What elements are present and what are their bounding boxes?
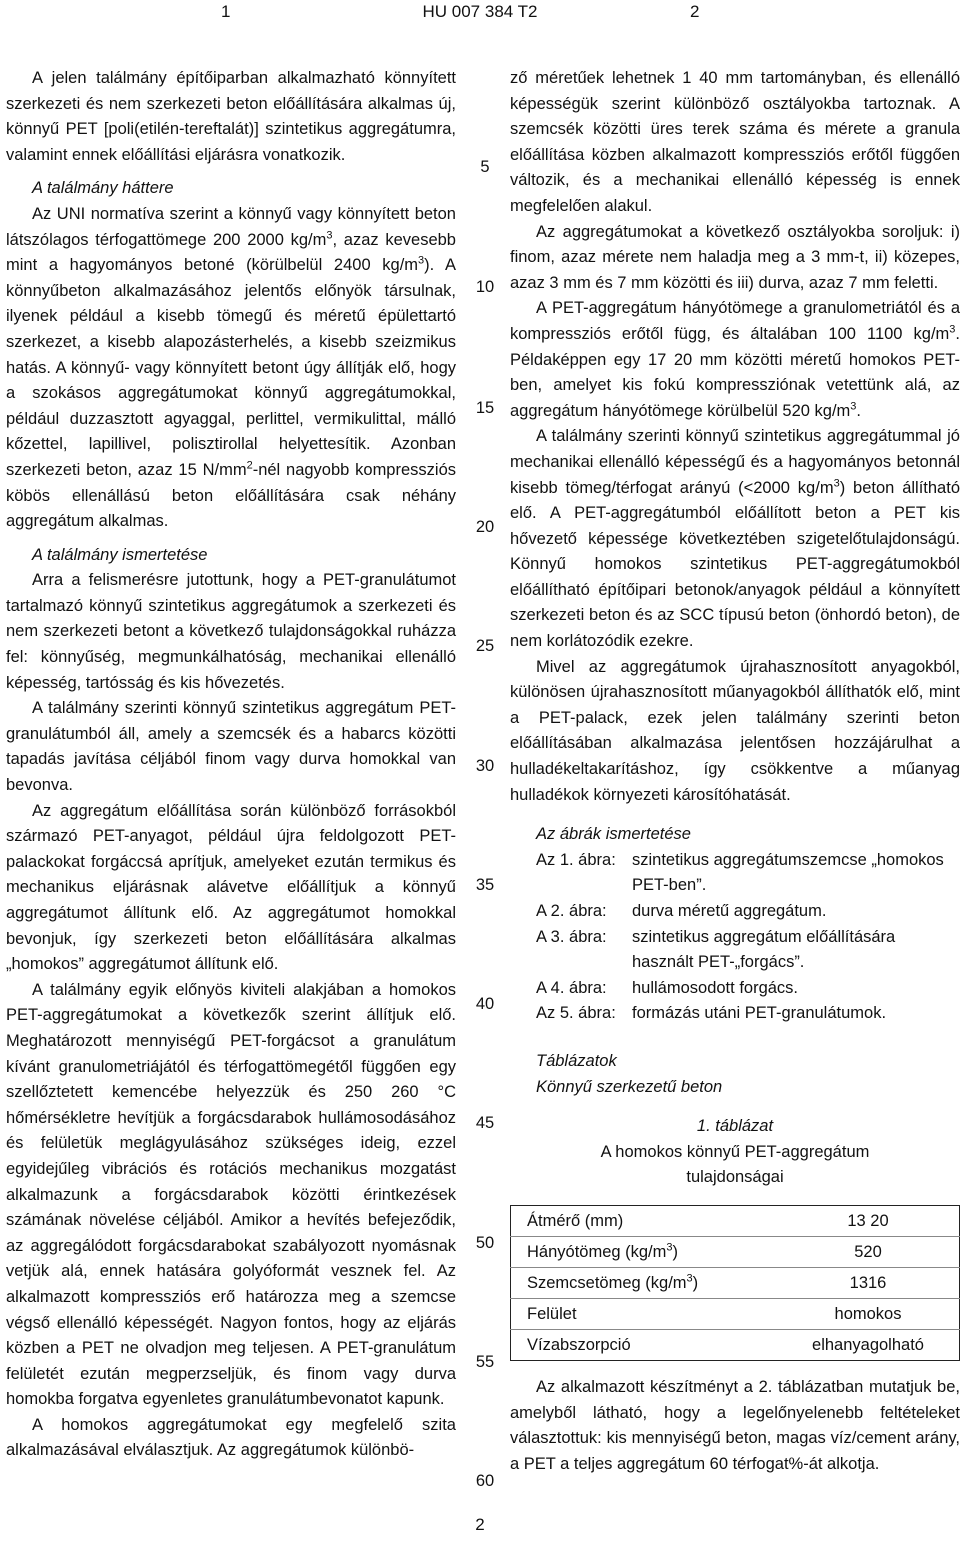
disclosure-paragraph: A találmány szerinti könnyű szintetikus aggregátum PET-granulátumból áll, amely a szemcsék és a habarcs közötti tapadás javítása céljából finom vagy durva homokkal van bevonva.: [6, 699, 456, 795]
heading-figures: Az ábrák ismertetése: [536, 825, 691, 844]
disclosure-paragraph: A találmány egyik előnyös kiviteli alakjában a homokos PET-aggregátumokat a következők szerint állítjuk elő. Meghatározott mennyiségű PET-forgácsot a granulátum kívánt granulometriájától és térfogattömegétől függően egy szellőztetett kemencébe helyezzük és 250 260 °C hőmérsékletre hevítjük a forgácsdarabok hullámosodásához és felületük meglágyulásához szükséges ideig, ezzel egyidejűleg vibrációs és rotációs mechanikus mozgatást alkalmazunk a forgácsdarabok közötti érintkezések számának növelése céljából. Amikor a hevítés befejeződik, az aggregálódott forgácsdarabokat szabályozott nyomásnak vetjük alá, ennek hatására golyóformát vesznek fel. Az alkalmazott kompressziós erő határozza meg a szemcse végső ellenálló képességét. Nagyon fontos, hogy az eljárás közben a PET ne olvadjon meg teljesen. A PET-granulátum felületét ezután megperzseljük, és finom vagy durva homokba forgatva egyenletes granulátumbevonatot kapunk.: [6, 980, 456, 1409]
table-cell-label: Átmérő (mm): [527, 1211, 624, 1230]
heading-disclosure: A találmány ismertetése: [32, 545, 208, 564]
table-cell-value: 520: [777, 1236, 960, 1267]
continuation-paragraph: ző méretűek lehetnek 1 40 mm tartományban, és ellenálló képességük szerint különböző osztályokba tartoznak. A szemcsék közötti üres terek száma és mérete a granula előállítása közben alkalmazott kompressziós erőtől függően változik, és a mechanikai ellenálló képesség is ennek megfelelően alakul.: [510, 69, 960, 215]
properties-table: [510, 1205, 960, 1361]
line-number: 30: [475, 757, 495, 775]
right-column: [510, 66, 960, 1477]
table-row: [511, 1329, 960, 1360]
body-paragraph: Az aggregátumokat a következő osztályokba soroljuk: i) finom, azaz mérete nem haladja meg a 3 mm-t, ii) közepes, azaz 3 mm és 7 mm közötti és iii) durva, azaz 7 mm feletti.: [510, 222, 960, 292]
heading-tables: Táblázatok: [536, 1051, 617, 1070]
figure-item: [536, 1001, 960, 1027]
table-row: [511, 1236, 960, 1267]
line-number: 50: [475, 1234, 495, 1252]
line-number: 25: [475, 637, 495, 655]
figure-label: A 4. ábra:: [536, 978, 607, 997]
table-title: A homokos könnyű PET-aggregátum: [600, 1142, 870, 1161]
table-cell-value: 1316: [777, 1267, 960, 1298]
table-number: 1. táblázat: [696, 1117, 774, 1136]
figure-description: formázás utáni PET-granulátumok.: [632, 1004, 887, 1023]
background-paragraph: Az UNI normatíva szerint a könnyű vagy könnyített beton látszólagos térfogattömege 200 2000 $kg/m^3$, azaz kevesebb mint a hagyományos betoné (körülbelül 2400 $kg/m^3$). A könnyűbeton alkalmazásához jelentős előnyök társulnak, ilyenek például a kisebb tömegű és méretű épülettartó szerkezet, a kisebb alapozásterhelés, a kisebb szeizmikus hatás. A könnyű- vagy könnyített betont úgy állítják elő, hogy a szokásos aggregátumokat könnyű aggregátumokkal, például duzzasztott agyaggal, perlittel, vermikulittal, málló kőzettel, lapillivel, polisztirollal helyettesítik. Azonban szerkezeti beton, azaz 15 $N/mm^2$-nél nagyobb kompressziós köbös ellenállású beton előállítására csak néhány aggregátum alkalmas.: [6, 204, 456, 531]
table-cell-label: Hányótömeg $(kg/m^3)$: [511, 1236, 778, 1267]
table-cell-value: homokos: [777, 1298, 960, 1329]
figure-description: szintetikus aggregátumszemcse „homokos PET-ben”.: [632, 850, 944, 895]
figure-item: [536, 899, 960, 925]
figure-description: hullámosodott forgács.: [632, 978, 799, 997]
table-title-cont: tulajdonságai: [686, 1168, 784, 1187]
header-right-column-number: 2: [690, 2, 700, 21]
table-row: [511, 1205, 960, 1236]
line-number: 60: [475, 1472, 495, 1490]
figure-description: durva méretű aggregátum.: [632, 902, 827, 920]
body-paragraph: A PET-aggregátum hányótömege a granulometriától és a kompressziós erőtől függ, és általában 100 1100 $kg/m^3$. Példaképpen egy 17 20 mm közötti méretű homokos PET-ben, amelyet kis fokú kompressziónak vetettünk alá, az aggregátum hányótömege körülbelül 520 $kg/m^3$.: [510, 299, 960, 420]
disclosure-paragraph: A homokos aggregátumokat egy megfelelő szita alkalmazásával elválasztjuk. Az aggregátumok különbö-: [6, 1415, 456, 1460]
table-row: [511, 1298, 960, 1329]
table-row: [511, 1267, 960, 1298]
table-caption: [510, 1114, 960, 1191]
line-number: 5: [480, 158, 490, 176]
disclosure-paragraph: Az aggregátum előállítása során különböző forrásokból származó PET-anyagot, például újra feldolgozott PET-palackokat forgáccsá aprítjuk, amelyeket ezután termikus és mechanikus eljárásnak alávetve előállítjuk a könnyű aggregátumot állítunk elő. Az aggregátumot homokkal bevonjuk, így szerkezeti beton előállítására alkalmas „homokos” aggregátumot állítunk elő.: [6, 801, 456, 974]
figure-label: Az 1. ábra:: [536, 850, 616, 869]
line-number: 40: [475, 995, 495, 1013]
figure-item: [536, 976, 960, 1002]
body-paragraph: Mivel az aggregátumok újrahasznosított anyagokból, különösen újrahasznosított műanyagokból állíthatók elő, mint a PET-palack, ezek jelen találmány szerinti beton előállításában alkalmazása jelentősen hozzájárulhat a hulladékeltakarításhoz, így csökkentve a műanyag hulladékok környezeti károsítóhatását.: [510, 657, 960, 804]
body-paragraph: Az alkalmazott készítményt a 2. táblázatban mutatjuk be, amelyből látható, hogy a legelőnyelenebb feltételeket választottuk: kis mennyiségű beton, magas víz/cement arány, a PET a teljes aggregátum 60 térfogat%-át alkotja.: [510, 1377, 960, 1473]
figure-list: [536, 822, 960, 1027]
disclosure-paragraph: Arra a felismerésre jutottunk, hogy a PET-granulátumot tartalmazó könnyű szintetikus aggregátumok a szerkezeti és nem szerkezeti betont a következő tulajdonságokkal ruházza fel: könnyűség, megmunkálhatóság, mechanikai ellenálló képesség, tartósság és kis hővezetés.: [6, 571, 456, 692]
line-number: 15: [475, 399, 495, 417]
figure-label: A 3. ábra:: [536, 927, 607, 946]
figure-label: A 2. ábra:: [536, 902, 607, 920]
table-cell-label: Vízabszorpció: [511, 1329, 778, 1360]
line-number: 10: [475, 278, 495, 296]
page-footer-number: 2: [475, 1515, 485, 1534]
line-number: 20: [475, 518, 495, 536]
figure-description: szintetikus aggregátum előállítására használt PET-„forgács”.: [632, 927, 896, 972]
body-paragraph: A találmány szerinti könnyű szintetikus aggregátummal jó mechanikai ellenálló képességű és a hagyományos betonnál kisebb tömeg/térfogat arányú (<2000 $kg/m^3$) beton állítható elő. A PET-aggregátumból előállított beton a PET kis hővezető képessége következtében szigetelőtulajdonságú. Könnyű homokos szintetikus PET-aggregátumokból előállítható építőipari betonok/anyagok például a könnyített szerkezeti beton és az SCC típusú beton (önhordó beton), de nem korlátozódik ezekre.: [510, 427, 960, 651]
figure-item: [536, 848, 960, 899]
heading-lightweight-concrete: Könnyű szerkezetű beton: [536, 1077, 723, 1096]
line-number: 35: [475, 876, 495, 894]
left-column: [6, 66, 456, 1464]
line-number: 55: [475, 1353, 495, 1371]
line-number: 45: [475, 1114, 495, 1132]
intro-paragraph: A jelen találmány építőiparban alkalmazható könnyített szerkezeti és nem szerkezeti beton előállítására alkalmas új, könnyű PET [poli(etilén-tereftalát)] szintetikus aggregátumra, valamint ennek előállítási eljárásra vonatkozik.: [6, 69, 456, 164]
figure-label: Az 5. ábra:: [536, 1004, 616, 1023]
table-cell-value: 13 20: [847, 1211, 889, 1230]
heading-background: A találmány háttere: [32, 179, 174, 198]
table-cell-label: Szemcsetömeg $(kg/m^3)$: [511, 1267, 778, 1298]
line-number-gutter: [460, 0, 510, 1541]
table-cell-value: elhanyagolható: [777, 1329, 960, 1360]
table-cell-label: Felület: [511, 1298, 778, 1329]
figure-item: [536, 925, 960, 976]
header-document-id: HU 007 384 T2: [422, 2, 538, 21]
header-left-column-number: 1: [221, 2, 231, 21]
